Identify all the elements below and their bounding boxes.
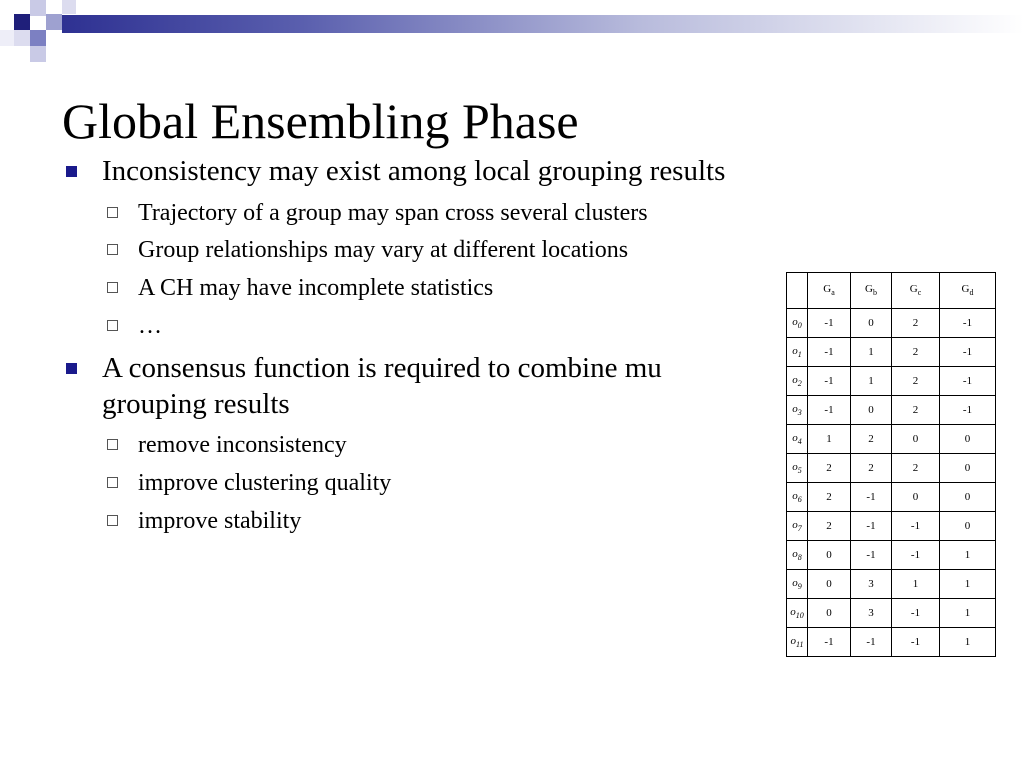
table-cell: 0 [940, 454, 996, 483]
row-label: $o_1$ [787, 338, 808, 367]
bullet-marker [66, 363, 77, 374]
table-cell: 0 [940, 425, 996, 454]
table-cell: -1 [851, 628, 892, 657]
bullet-text: A consensus function is required to combine mu [102, 352, 662, 384]
table-cell: 2 [892, 338, 940, 367]
table-row [787, 309, 996, 338]
row-label: $o_4$ [787, 425, 808, 454]
sub-bullet-marker [107, 439, 118, 450]
row-label: $o_3$ [787, 396, 808, 425]
table-cell: 1 [892, 570, 940, 599]
deco-square [46, 14, 62, 30]
table-cell: -1 [808, 309, 851, 338]
sub-bullet-text: Group relationships may vary at different locations [138, 237, 629, 263]
row-label: $o_{11}$ [787, 628, 808, 657]
sub-bullet-text: improve stability [138, 508, 302, 534]
table-cell: 3 [851, 599, 892, 628]
row-label: $o_{10}$ [787, 599, 808, 628]
table-cell: -1 [940, 338, 996, 367]
bullet-text: Inconsistency may exist among local grouping results [102, 155, 726, 187]
table-cell: 2 [892, 367, 940, 396]
table-cell: -1 [808, 628, 851, 657]
table-cell: 3 [851, 570, 892, 599]
deco-square [14, 14, 30, 30]
sub-bullet-text: … [138, 313, 162, 339]
deco-square [30, 30, 46, 46]
table-row [787, 628, 996, 657]
table-cell: 0 [892, 425, 940, 454]
grouping-table [786, 272, 996, 657]
table-corner-cell [787, 273, 808, 309]
table-cell: 1 [808, 425, 851, 454]
table-cell: 0 [851, 309, 892, 338]
row-label: $o_0$ [787, 309, 808, 338]
table-cell: 1 [940, 570, 996, 599]
table-cell: -1 [851, 483, 892, 512]
column-header: $G_b$ [851, 273, 892, 309]
table-cell: 2 [892, 454, 940, 483]
row-label: $o_9$ [787, 570, 808, 599]
header-stripe [62, 15, 1024, 33]
slide-title: Global Ensembling Phase [62, 93, 579, 149]
table-row [787, 367, 996, 396]
row-label: $o_6$ [787, 483, 808, 512]
table-cell: 1 [940, 541, 996, 570]
row-label: $o_5$ [787, 454, 808, 483]
table-row [787, 425, 996, 454]
table-cell: 0 [940, 483, 996, 512]
deco-square [30, 0, 46, 16]
table-cell: 2 [808, 483, 851, 512]
sub-bullet-marker [107, 207, 118, 218]
row-label: $o_7$ [787, 512, 808, 541]
table-cell: 1 [851, 338, 892, 367]
sub-bullet-marker [107, 477, 118, 488]
table-cell: -1 [851, 512, 892, 541]
table-cell: -1 [892, 512, 940, 541]
table-cell: 0 [808, 570, 851, 599]
deco-square [62, 0, 76, 14]
table-row [787, 541, 996, 570]
sub-bullet-text: Trajectory of a group may span cross several clusters [138, 200, 648, 226]
sub-bullet-marker [107, 515, 118, 526]
sub-bullet-marker [107, 282, 118, 293]
table-cell: 1 [940, 599, 996, 628]
table-cell: -1 [808, 338, 851, 367]
table-row [787, 512, 996, 541]
table-cell: 2 [808, 512, 851, 541]
table-header-row [787, 273, 996, 309]
table-cell: 2 [851, 454, 892, 483]
table-cell: 2 [851, 425, 892, 454]
table-cell: -1 [851, 541, 892, 570]
table-cell: 0 [808, 599, 851, 628]
sub-bullet-text: A CH may have incomplete statistics [138, 275, 494, 301]
table-cell: 1 [940, 628, 996, 657]
table-cell: -1 [892, 599, 940, 628]
column-header: $G_c$ [892, 273, 940, 309]
table-cell: 2 [892, 309, 940, 338]
sub-bullet-marker [107, 244, 118, 255]
sub-bullet-text: remove inconsistency [138, 432, 347, 458]
table-row [787, 599, 996, 628]
bullet-text-continued: grouping results [102, 388, 290, 420]
table-row [787, 483, 996, 512]
row-label: $o_2$ [787, 367, 808, 396]
table-cell: -1 [892, 628, 940, 657]
sub-bullet-text: improve clustering quality [138, 470, 392, 496]
deco-square [0, 30, 14, 46]
deco-square [30, 46, 46, 62]
table-row [787, 454, 996, 483]
table-cell: -1 [940, 396, 996, 425]
sub-bullet-marker [107, 320, 118, 331]
table-cell: -1 [892, 541, 940, 570]
deco-square [14, 30, 30, 46]
table-cell: -1 [940, 309, 996, 338]
column-header: $G_d$ [940, 273, 996, 309]
table-cell: 0 [808, 541, 851, 570]
table-row [787, 396, 996, 425]
table-row [787, 338, 996, 367]
table-cell: 0 [940, 512, 996, 541]
table-cell: 0 [851, 396, 892, 425]
row-label: $o_8$ [787, 541, 808, 570]
table-cell: 2 [892, 396, 940, 425]
bullet-marker [66, 166, 77, 177]
table-cell: -1 [808, 396, 851, 425]
column-header: $G_a$ [808, 273, 851, 309]
table-cell: 2 [808, 454, 851, 483]
table-cell: -1 [808, 367, 851, 396]
table-cell: 1 [851, 367, 892, 396]
table-cell: 0 [892, 483, 940, 512]
table-row [787, 570, 996, 599]
table-cell: -1 [940, 367, 996, 396]
header-decoration [0, 0, 1024, 64]
